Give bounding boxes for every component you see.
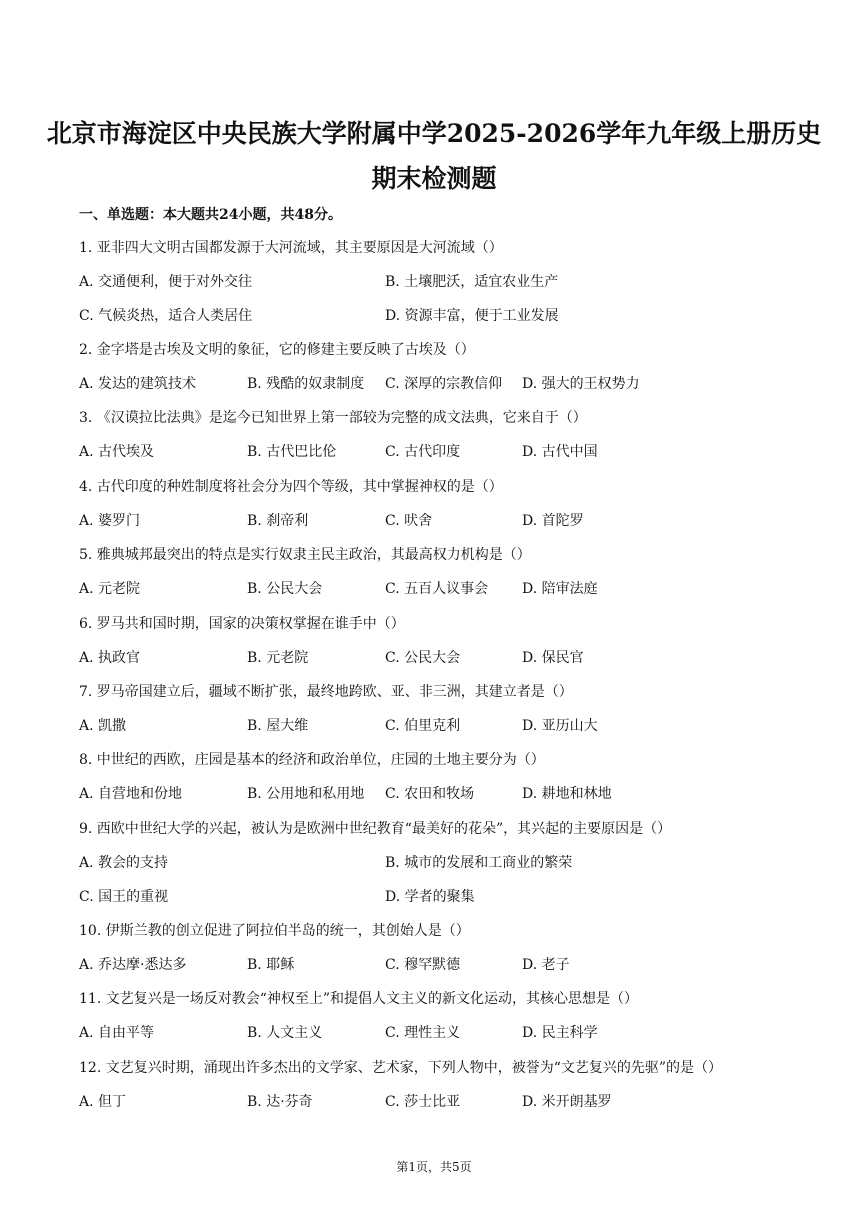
option-d: D. 强大的王权势力 (522, 376, 640, 392)
option-c: C. 农田和牧场 (385, 786, 475, 802)
question-stem: 4. 古代印度的种姓制度将社会分为四个等级，其中掌握神权的是（） (79, 479, 503, 495)
option-b: B. 屋大维 (247, 718, 309, 734)
option-a: A. 乔达摩·悉达多 (79, 957, 187, 973)
option-b: B. 公用地和私用地 (247, 786, 365, 802)
page-footer: 第1页，共5页 (396, 1160, 472, 1174)
option-c: C. 深厚的宗教信仰 (385, 376, 503, 392)
option-b: B. 元老院 (247, 650, 309, 666)
option-d: D. 保民官 (522, 650, 584, 666)
option-a: A. 婆罗门 (79, 513, 141, 529)
option-d: D. 古代中国 (522, 444, 598, 460)
question-stem: 8. 中世纪的西欧，庄园是基本的经济和政治单位，庄园的土地主要分为（） (79, 752, 545, 768)
option-a: A. 自由平等 (79, 1025, 155, 1041)
option-a: A. 执政官 (79, 650, 141, 666)
option-d: D. 亚历山大 (522, 718, 598, 734)
section-heading: 一、单选题：本大题共24小题，共48分。 (79, 207, 342, 223)
question-stem: 11. 文艺复兴是一场反对教会“神权至上”和提倡人文主义的新文化运动，其核心思想是（） (79, 991, 639, 1007)
option-d: D. 耕地和林地 (522, 786, 612, 802)
option-b: B. 人文主义 (247, 1025, 323, 1041)
option-d: D. 资源丰富，便于工业发展 (385, 308, 559, 324)
option-a: A. 古代埃及 (79, 444, 155, 460)
question-stem: 7. 罗马帝国建立后，疆域不断扩张，最终地跨欧、亚、非三洲，其建立者是（） (79, 684, 573, 700)
option-a: A. 交通便利，便于对外交往 (79, 274, 253, 290)
option-c: C. 理性主义 (385, 1025, 461, 1041)
question-stem: 5. 雅典城邦最突出的特点是实行奴隶主民主政治，其最高权力机构是（） (79, 547, 531, 563)
option-c: C. 古代印度 (385, 444, 461, 460)
option-b: B. 耶稣 (247, 957, 295, 973)
option-a: A. 自营地和份地 (79, 786, 183, 802)
option-d: D. 首陀罗 (522, 513, 584, 529)
option-b: B. 刹帝利 (247, 513, 309, 529)
option-b: B. 城市的发展和工商业的繁荣 (385, 855, 573, 871)
option-d: D. 老子 (522, 957, 570, 973)
option-c: C. 穆罕默德 (385, 957, 461, 973)
option-b: B. 达·芬奇 (247, 1094, 313, 1110)
option-a: A. 元老院 (79, 581, 141, 597)
option-b: B. 公民大会 (247, 581, 323, 597)
option-d: D. 米开朗基罗 (522, 1094, 612, 1110)
option-c: C. 气候炎热，适合人类居住 (79, 308, 253, 324)
option-c: C. 吠舍 (385, 513, 433, 529)
option-b: B. 残酷的奴隶制度 (247, 376, 365, 392)
option-a: A. 但丁 (79, 1094, 127, 1110)
question-stem: 10. 伊斯兰教的创立促进了阿拉伯半岛的统一，其创始人是（） (79, 923, 470, 939)
question-stem: 6. 罗马共和国时期，国家的决策权掌握在谁手中（） (79, 616, 405, 632)
question-stem: 3. 《汉谟拉比法典》是迄今已知世界上第一部较为完整的成文法典，它来自于（） (79, 410, 587, 426)
question-stem: 1. 亚非四大文明古国都发源于大河流域，其主要原因是大河流域（） (79, 240, 503, 256)
option-c: C. 公民大会 (385, 650, 461, 666)
option-b: B. 土壤肥沃，适宜农业生产 (385, 274, 559, 290)
question-stem: 2. 金字塔是古埃及文明的象征，它的修建主要反映了古埃及（） (79, 342, 475, 358)
option-a: A. 凯撒 (79, 718, 127, 734)
option-c: C. 伯里克利 (385, 718, 461, 734)
option-a: A. 发达的建筑技术 (79, 376, 197, 392)
option-d: D. 民主科学 (522, 1025, 598, 1041)
option-c: C. 国王的重视 (79, 889, 169, 905)
document-title-line2: 期末检测题 (371, 164, 497, 193)
document-title-line1: 北京市海淀区中央民族大学附属中学2025-2026学年九年级上册历史 (46, 119, 822, 148)
option-c: C. 莎士比亚 (385, 1094, 461, 1110)
option-a: A. 教会的支持 (79, 855, 169, 871)
question-stem: 9. 西欧中世纪大学的兴起，被认为是欧洲中世纪教育“最美好的花朵”，其兴起的主要原因是（） (79, 821, 672, 837)
option-d: D. 学者的聚集 (385, 889, 475, 905)
option-d: D. 陪审法庭 (522, 581, 598, 597)
question-stem: 12. 文艺复兴时期，涌现出许多杰出的文学家、艺术家，下列人物中，被誉为“文艺复兴的先驱”的是（） (79, 1060, 723, 1076)
option-c: C. 五百人议事会 (385, 581, 489, 597)
option-b: B. 古代巴比伦 (247, 444, 337, 460)
